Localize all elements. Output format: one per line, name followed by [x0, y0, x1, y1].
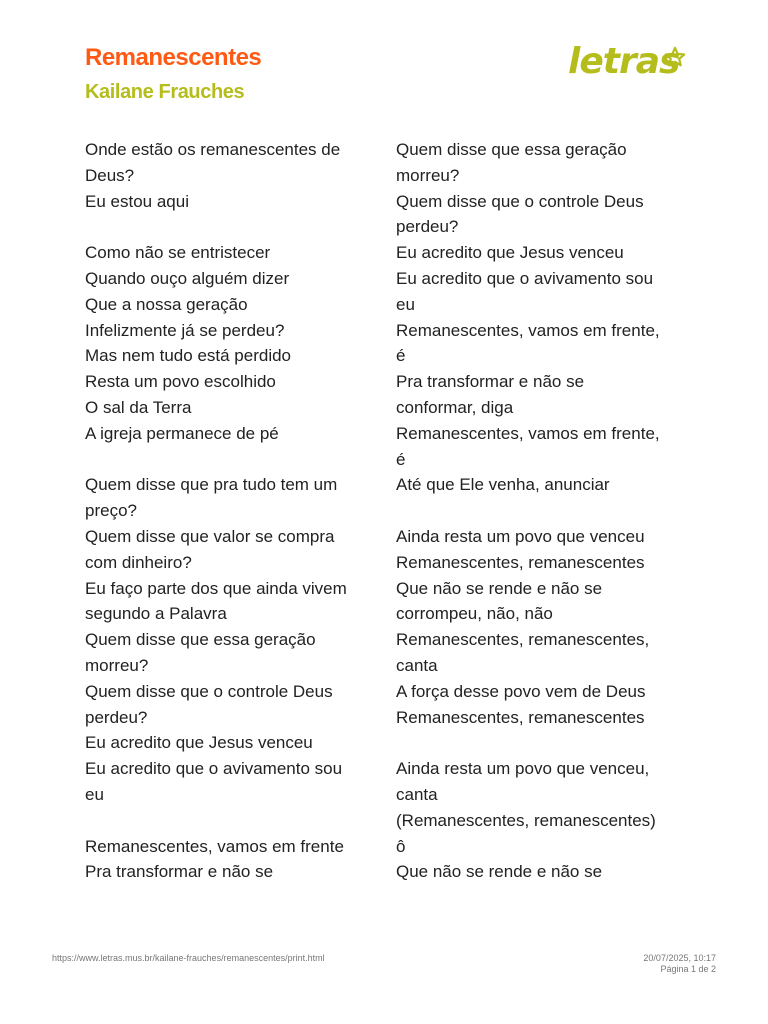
lyric-line: Remanescentes, remanescentes, [396, 630, 650, 650]
lyric-line: morreu? [85, 655, 149, 675]
lyric-line: Eu acredito que o avivamento sou [85, 759, 343, 779]
lyric-line: Remanescentes, remanescentes [396, 552, 645, 572]
lyric-line: eu [85, 784, 104, 804]
lyric-line: Deus? [85, 165, 135, 185]
lyric-line: eu [396, 294, 415, 314]
lyric-line: perdeu? [85, 707, 148, 727]
lyric-line: Ainda resta um povo que venceu, [396, 759, 650, 779]
lyric-line: Remanescentes, vamos em frente [85, 836, 344, 856]
lyric-line: A igreja permanece de pé [85, 423, 279, 443]
lyric-line: Mas nem tudo está perdido [85, 346, 292, 366]
song-title: Remanescentes [85, 44, 262, 71]
letras-logo [568, 40, 686, 88]
stanza-break [396, 730, 681, 756]
lyric-line: Eu acredito que Jesus venceu [85, 733, 313, 753]
lyric-line: Quem disse que essa geração [396, 140, 627, 159]
lyric-line: com dinheiro? [85, 552, 192, 572]
star-icon [664, 46, 686, 68]
footer-datetime: 20/07/2025, 10:17 [643, 953, 716, 963]
footer-page-number: Página 1 de 2 [660, 964, 716, 974]
lyric-line: ô [396, 836, 406, 856]
stanza-break [85, 447, 370, 473]
lyric-line: Quem disse que pra tudo tem um [85, 475, 338, 495]
logo-wordmark: letras [568, 41, 680, 82]
stanza-break [396, 498, 681, 524]
lyric-line: Que a nossa geração [85, 294, 248, 314]
lyric-line: é [396, 449, 406, 469]
lyric-line: Como não se entristecer [85, 243, 271, 263]
footer-url: https://www.letras.mus.br/kailane-frauches/remanescentes/print.html [52, 953, 325, 963]
lyric-line: conformar, diga [396, 397, 514, 417]
lyric-line: Que não se rende e não se [396, 862, 603, 882]
lyric-line: Ainda resta um povo que venceu [396, 526, 645, 546]
lyric-line: Quem disse que valor se compra [85, 526, 335, 546]
lyric-line: morreu? [396, 165, 460, 185]
lyric-line: Remanescentes, vamos em frente, [396, 320, 660, 340]
lyric-line: (Remanescentes, remanescentes) [396, 810, 656, 830]
lyric-line: Remanescentes, remanescentes [396, 707, 645, 727]
lyric-line: canta [396, 784, 438, 804]
lyric-line: Quem disse que o controle Deus [85, 681, 333, 701]
lyric-line: Quando ouço alguém dizer [85, 268, 290, 288]
lyric-line: Eu faço parte dos que ainda vivem [85, 578, 347, 598]
lyrics-column-right [396, 137, 681, 885]
lyric-line: Onde estão os remanescentes de [85, 140, 341, 159]
lyric-line: Resta um povo escolhido [85, 372, 276, 392]
lyric-line: é [396, 346, 406, 366]
stanza-break [85, 808, 370, 834]
lyric-line: A força desse povo vem de Deus [396, 681, 646, 701]
lyric-line: canta [396, 655, 438, 675]
lyric-line: O sal da Terra [85, 397, 192, 417]
lyric-line: Até que Ele venha, anunciar [396, 475, 610, 495]
lyric-line: Eu acredito que Jesus venceu [396, 243, 624, 263]
lyric-line: corrompeu, não, não [396, 604, 553, 624]
lyric-line: Eu estou aqui [85, 191, 189, 211]
lyrics-column-left [85, 137, 370, 885]
lyric-line: preço? [85, 501, 137, 521]
lyric-line: perdeu? [396, 217, 459, 237]
lyric-line: Eu acredito que o avivamento sou [396, 268, 654, 288]
lyric-line: Infelizmente já se perdeu? [85, 320, 285, 340]
artist-name: Kailane Frauches [85, 81, 245, 103]
lyric-line: Quem disse que essa geração [85, 630, 316, 650]
footer-meta [643, 953, 716, 975]
stanza-break [85, 214, 370, 240]
lyric-line: Remanescentes, vamos em frente, [396, 423, 660, 443]
lyric-line: Pra transformar e não se [85, 862, 274, 882]
lyric-line: segundo a Palavra [85, 604, 227, 624]
lyric-line: Que não se rende e não se [396, 578, 603, 598]
lyric-line: Quem disse que o controle Deus [396, 191, 644, 211]
lyric-line: Pra transformar e não se [396, 372, 585, 392]
